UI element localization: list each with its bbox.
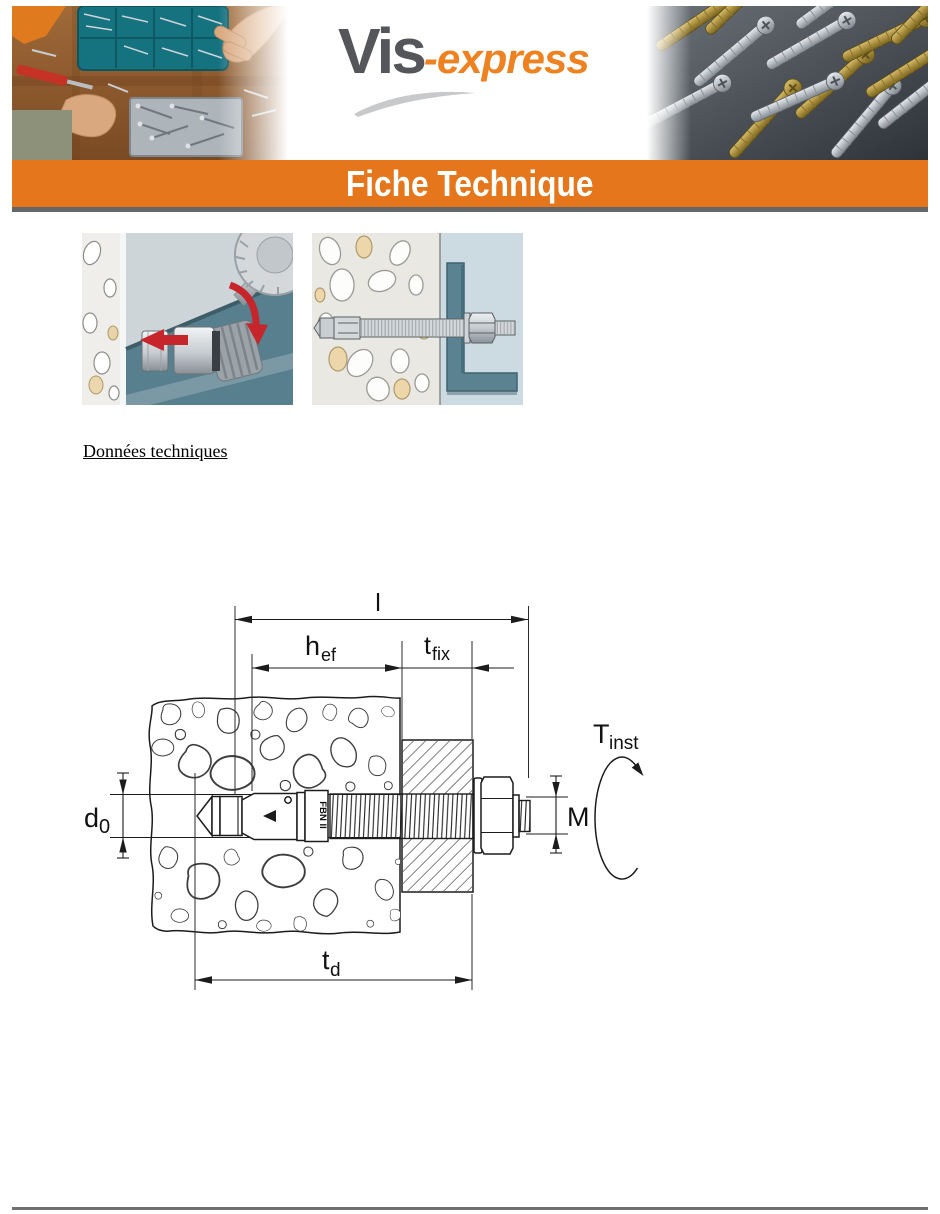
fiche-technique-banner	[12, 160, 928, 207]
threaded-rod	[330, 794, 473, 839]
installation-illustration-torque	[82, 233, 293, 405]
donnees-techniques-link[interactable]: Données techniques	[83, 441, 228, 461]
dimension-hef-tfix	[252, 631, 514, 672]
thread-stub	[519, 801, 530, 832]
label-d0-sub: 0	[99, 816, 111, 838]
label-l: l	[375, 589, 381, 617]
dimension-td	[195, 945, 472, 984]
hands-sorting-screws-photo	[12, 6, 288, 160]
label-tfix-sub: fix	[432, 644, 450, 664]
installation-illustration-anchor	[312, 233, 523, 405]
bottom-divider	[12, 1207, 928, 1210]
torque-arc	[595, 757, 637, 879]
dimension-d0	[84, 773, 129, 858]
label-tinst-sub: inst	[609, 733, 639, 754]
label-hef-sub: ef	[321, 645, 337, 665]
concrete-strip	[82, 233, 120, 405]
logo-brand-text: Vis	[338, 15, 424, 87]
torque-symbol-tinst	[593, 719, 644, 879]
logo-suffix-text: -express	[423, 35, 589, 82]
label-tfix-main: t	[424, 632, 431, 660]
label-hef-main: h	[305, 631, 321, 661]
label-tinst-main: T	[593, 719, 610, 749]
label-td-main: t	[322, 945, 330, 975]
label-m: M	[567, 802, 590, 832]
pile-of-screws-photo	[647, 6, 928, 160]
screw-organizer-box	[78, 6, 228, 70]
label-d0-main: d	[84, 803, 100, 833]
banner-divider	[12, 207, 928, 212]
sleeve	[12, 110, 72, 160]
banner-title: Fiche Technique	[346, 162, 594, 204]
logo-swoosh	[352, 84, 478, 118]
anchor-dimension-diagram	[50, 575, 680, 1005]
header-photo-left	[12, 6, 288, 160]
dimension-l	[235, 589, 528, 623]
dimension-m	[526, 776, 590, 853]
anchor-marking-text: FBN II	[317, 801, 328, 829]
label-td-sub: d	[330, 960, 341, 981]
anchor-bolt	[197, 777, 530, 854]
header-photo-right	[647, 6, 928, 160]
hex-nut	[481, 777, 513, 854]
